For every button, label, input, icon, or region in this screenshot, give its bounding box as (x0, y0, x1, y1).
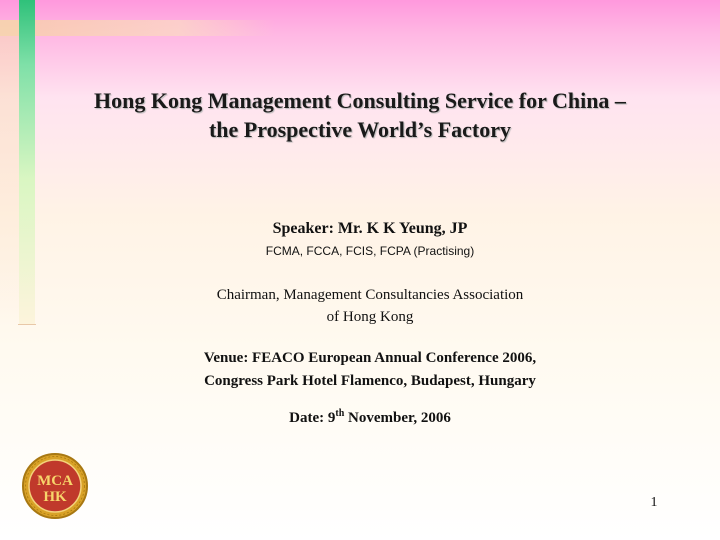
venue-line-1: Venue: FEACO European Annual Conference 2006, (203, 350, 537, 366)
speaker-qualifications: FCMA, FCCA, FCIS, FCPA (Practising) (265, 244, 475, 258)
speaker-name: Speaker: Mr. K K Yeung, JP (272, 220, 468, 237)
slide-title (40, 86, 680, 144)
decorative-peach-block (0, 20, 19, 36)
title-line-2: the Prospective World’s Factory (208, 117, 512, 142)
position-line-1: Chairman, Management Consultancies Association (216, 287, 524, 303)
decorative-green-bar (19, 0, 35, 325)
date-ordinal: th (335, 408, 345, 419)
venue (100, 347, 640, 393)
mca-hk-logo-icon (21, 452, 89, 520)
date-prefix: Date: 9 (289, 410, 336, 426)
title-line-1: Hong Kong Management Consulting Service for China – (94, 88, 626, 113)
decorative-peach-column (0, 36, 19, 326)
event-date (100, 410, 640, 427)
decorative-divider (18, 324, 36, 325)
page-number: 1 (650, 495, 658, 510)
position-line-2: of Hong Kong (326, 309, 414, 325)
venue-line-2: Congress Park Hotel Flamenco, Budapest, Hungary (204, 373, 536, 389)
speaker-position (100, 284, 640, 328)
logo-text-line-2: HK (43, 489, 67, 505)
date-suffix: November, 2006 (344, 410, 451, 426)
decorative-peach-bar (35, 20, 275, 36)
logo-text-line-1: MCA (37, 473, 73, 489)
